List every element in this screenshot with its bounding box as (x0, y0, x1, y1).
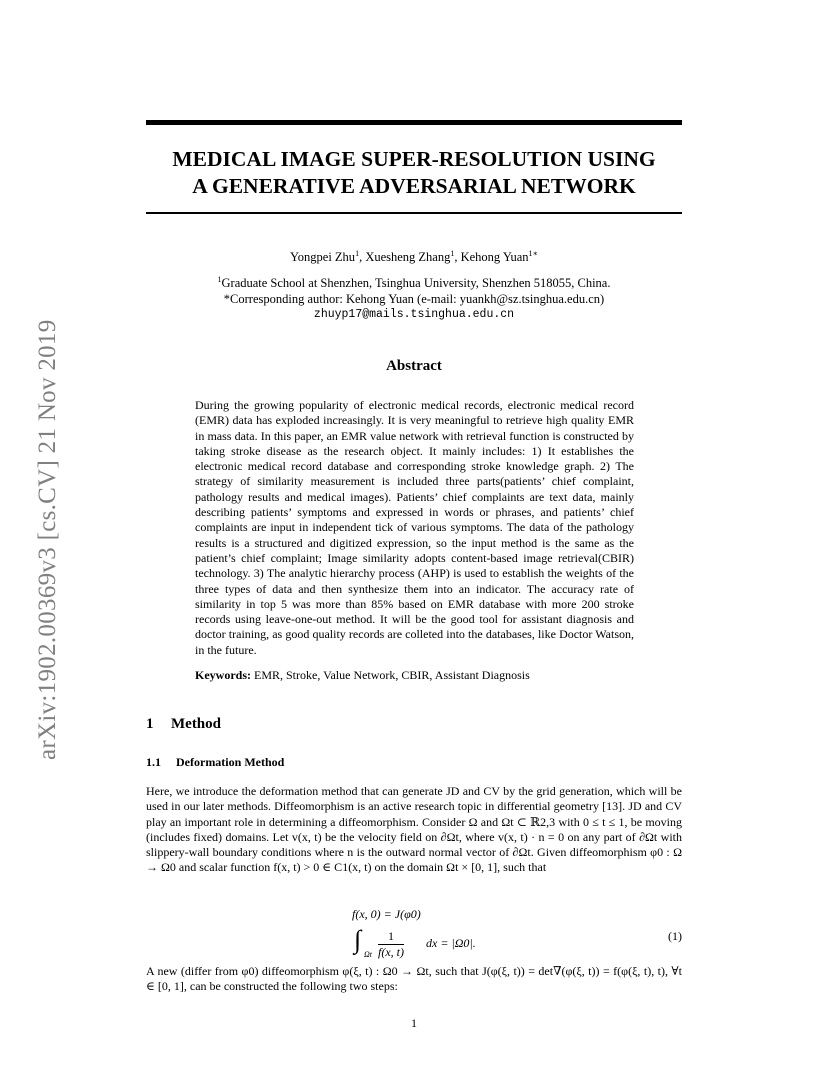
section-heading (146, 716, 221, 733)
subsection-number: 1.1 (146, 755, 161, 769)
abstract-text: During the growing popularity of electronic medical records, electronic medical record (EMR) data has exploded increasingly. It is very meaningful to retrieve high quality EMR in mass data. In this paper, an EMR value network with retrieval function is constructed by taking stroke disease as the research object. It mainly includes: 1) It establishes the electronic medical record database and corresponding stroke knowledge graph. 2) The strategy of similarity measurement is included three parts(patients’ chief complaint, pathology results and medical images). Patients’ chief complaints are text data, mainly describing patients’ symptoms and expressed in words or phrases, and patients’ chief complaints are input in independent tick of various symptoms. The data of the pathology results is a structured and digitized expression, so the input method is the same as the patient’s chief complaint; Image similarity adopts content-based image retrieval(CBIR) technology. 3) The analytic hierarchy process (AHP) is used to establish the weights of the three types of data and then synthesize them into an indicator. The accuracy rate of similarity in top 5 was more than 85% based on EMR database with more 200 stroke records using leave-one-out method. It will be the good tool for assistant diagnosis and doctor training, as good quality records are colleted into the databases, like Doctor Watson, in the future. (195, 398, 634, 657)
title-line-2: A GENERATIVE ADVERSARIAL NETWORK (192, 174, 636, 198)
author-2-sup: 1 (450, 249, 455, 258)
author-1-sup: 1 (355, 249, 360, 258)
author-list: Yongpei Zhu$^1$, Xuesheng Zhang$^1$, Kehong Yuan$^{1∗}$ (290, 249, 538, 264)
affiliation-sup: 1 (217, 275, 222, 284)
affiliation (146, 276, 682, 323)
integral-sign: ∫ (354, 925, 362, 954)
post-equation-paragraph: A new (differ from φ0) diffeomorphism φ(ξ, t) : Ω0 → Ωt, such that J(φ(ξ, t)) = det∇(φ(ξ, t)) = f(φ(ξ, t), t), ∀t ∈ [0, 1], can be constructed the following two steps: (146, 964, 682, 994)
body-text-part-2: Ωt ⊂ ℝ2,3 with 0 ≤ t ≤ 1, be moving (includes fixed) domains. Let v(x, t) be the velocity field on ∂Ωt, where v(x, t) · n = 0 on any part of ∂Ωt with slippery-wall boundary conditions where n is the outward normal vector of ∂Ωt. Given diffeomorphism φ0 : Ω → Ω0 and scalar function f(x, t) > 0 ∈ C1(x, t) on the domain Ωt × [0, 1], such that (146, 814, 682, 875)
abstract-heading: Abstract (386, 358, 442, 374)
subsection-title: Deformation Method (176, 755, 285, 769)
page-number: 1 (411, 1016, 417, 1030)
corresponding-author: *Corresponding author: Kehong Yuan (e-mail: yuankh@sz.tsinghua.edu.cn) (223, 291, 605, 306)
title-bottom-rule (146, 212, 682, 214)
author-1: Yongpei Zhu (290, 250, 356, 264)
equation-1-text: f(x, 0) = J(φ0) (352, 907, 421, 921)
author-2: Xuesheng Zhang (365, 250, 451, 264)
keywords-label: Keywords: (195, 668, 251, 682)
arxiv-stamp: arXiv:1902.00369v3 [cs.CV] 21 Nov 2019 (34, 319, 61, 760)
fraction (378, 929, 404, 960)
body-text-part-1: Here, we introduce the deformation method that can generate JD and CV by the grid generation, which will be used in our later methods. Diffeomorphism is an active research topic in differential geometry [13]. JD and CV play an important role in determining a diffeomorphism. Consider Ω and (146, 784, 682, 829)
author-3: Kehong Yuan (460, 250, 529, 264)
integral-subscript: Ωt (364, 950, 373, 959)
body-paragraph (146, 784, 682, 876)
title-line-1: MEDICAL IMAGE SUPER-RESOLUTION USING (172, 147, 656, 171)
section-title: Method (171, 716, 221, 732)
keywords (195, 668, 634, 683)
keywords-text: EMR, Stroke, Value Network, CBIR, Assistant Diagnosis (254, 668, 530, 682)
equation-number: (1) (668, 929, 682, 943)
subsection-heading (146, 755, 284, 770)
author-3-sup: 1∗ (528, 249, 538, 258)
equation-2-rest: dx = |Ω0|. (426, 936, 476, 950)
paper-title (146, 146, 682, 200)
author-email: zhuyp17@mails.tsinghua.edu.cn (313, 308, 515, 321)
fraction-denominator: f(x, t) (378, 945, 404, 959)
section-number: 1 (146, 716, 154, 732)
fraction-numerator: 1 (378, 929, 404, 945)
affiliation-line-1: Graduate School at Shenzhen, Tsinghua University, Shenzhen 518055, China. (221, 276, 611, 290)
title-top-rule (146, 120, 682, 125)
